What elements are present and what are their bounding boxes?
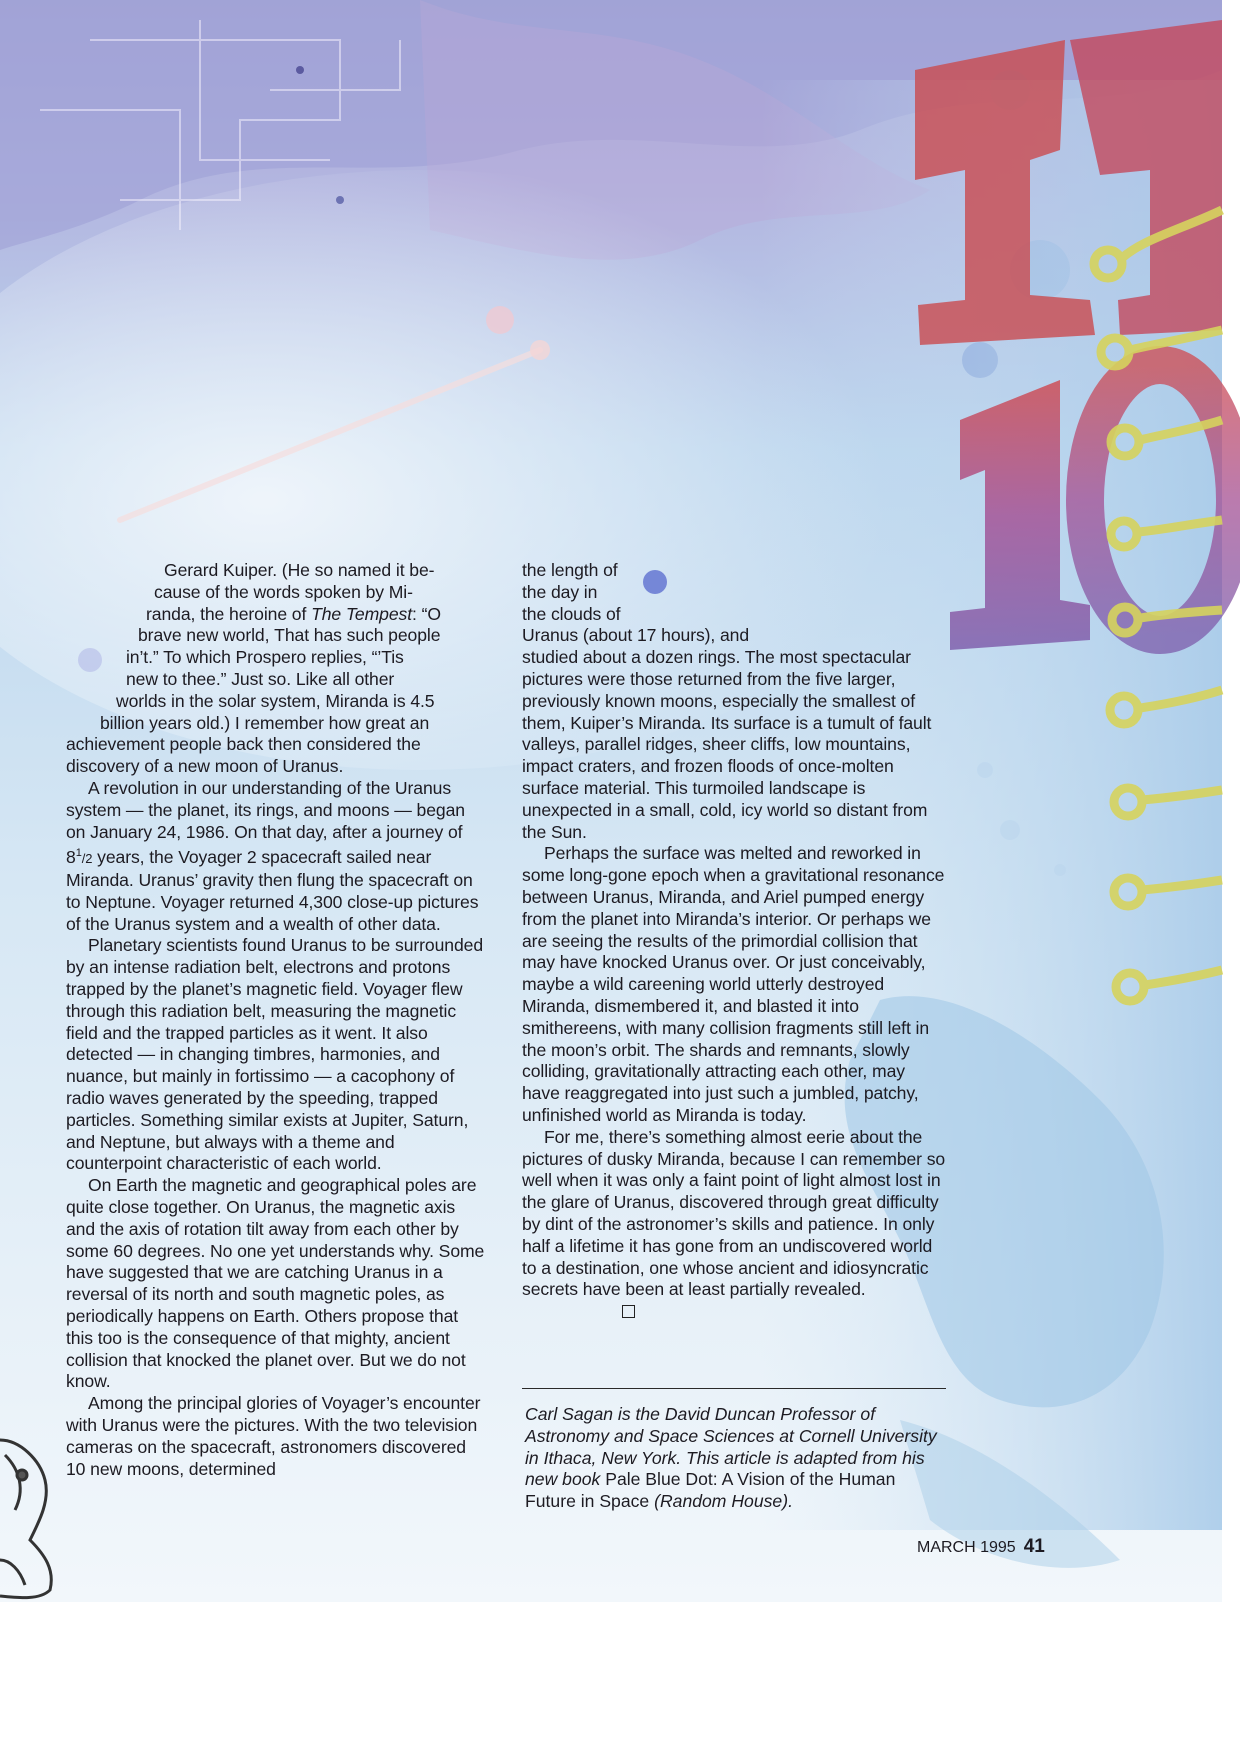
article-left-column bbox=[66, 560, 486, 1480]
end-of-article-mark bbox=[622, 1305, 635, 1318]
text-line: the length of bbox=[522, 560, 618, 580]
author-bio bbox=[525, 1404, 949, 1513]
text-line: billion years old.) I remember how great an bbox=[100, 712, 430, 733]
text-span: years, the Voyager 2 spacecraft sailed near Miranda. Uranus’ gravity then flung the spacecraft on to Neptune. Voyager returned 4,300 close-up pictures of the Uranus system and a wealth of other data. bbox=[66, 847, 479, 934]
paragraph-radiation-belt: Planetary scientists found Uranus to be surrounded by an intense radiation belt, electrons and protons trapped by the planet’s magnetic field. Voyager flew through this radiation belt, measuring the magnetic field and the trapped particles as it went. It also detected — in changing timbres, harmonies, and nuance, but mainly in fortissimo — a cacophony of radio waves generated by the speeding, trapped particles. Something similar exists at Jupiter, Saturn, and Neptune, but always with a theme and counterpoint characteristic of each world. bbox=[66, 935, 484, 1174]
text-line: the day in bbox=[522, 581, 598, 602]
article-right-column bbox=[522, 560, 946, 1323]
fraction-numerator: 1 bbox=[75, 847, 82, 860]
fraction-denominator: /2 bbox=[81, 851, 93, 867]
text-line: new to thee.” Just so. Like all other bbox=[126, 668, 395, 689]
text-line: worlds in the solar system, Miranda is 4.5 bbox=[116, 690, 435, 711]
text-line: discovery of a new moon of Uranus. bbox=[66, 756, 344, 777]
text-span: randa, the heroine of bbox=[146, 603, 312, 624]
text-span: A revolution in our understanding of the Uranus system — the planet, its rings, and moons — began on January 24, 1986. On that day, after a journey of 8 bbox=[66, 777, 465, 868]
paragraph-eerie bbox=[522, 1127, 946, 1323]
paragraph-revolution bbox=[66, 778, 486, 935]
issue-date: MARCH 1995 bbox=[917, 1539, 1016, 1556]
divider-rule bbox=[522, 1388, 946, 1389]
text-line bbox=[66, 604, 486, 626]
text-span: : “O bbox=[412, 603, 441, 624]
paragraph-moons bbox=[522, 560, 946, 843]
text-line: Gerard Kuiper. (He so named it be- bbox=[164, 560, 435, 580]
bio-text: Carl Sagan is the David Duncan Professor of Astronomy and Space Sciences at Cornell University in Ithaca, New York. This article is adapted from his new book bbox=[525, 1404, 937, 1490]
text-span: For me, there’s something almost eerie about the pictures of dusky Miranda, because I can remember so well when it was only a faint point of light almost lost in the glare of Uranus, discovered through great difficulty by dint of the astronomer’s skills and patience. In only half a lifetime it has gone from an undiscovered world to a destination, one whose ancient and idiosyncratic secrets have been at least partially revealed. bbox=[522, 1126, 946, 1300]
paragraph-magnetic-poles: On Earth the magnetic and geographical poles are quite close together. On Uranus, the magnetic axis and the axis of rotation tilt away from each other by some 60 degrees. No one yet understands why. Some have suggested that we are catching Uranus in a reversal of its north and south magnetic poles, as periodically happens on Earth. Others propose that this too is the consequence of that mighty, ancient collision that knocked the planet over. But we do not know. bbox=[66, 1175, 485, 1392]
text-line: in’t.” To which Prospero replies, “’Tis bbox=[126, 647, 404, 668]
page-footer bbox=[917, 1536, 1045, 1558]
page-number: 41 bbox=[1023, 1536, 1045, 1557]
paragraph-pictures: Among the principal glories of Voyager’s encounter with Uranus were the pictures. With the two television cameras on the spacecraft, astronomers discovered 10 new moons, determined bbox=[66, 1393, 481, 1479]
play-title: The Tempest bbox=[311, 603, 412, 624]
text-line: the clouds of bbox=[522, 603, 621, 624]
bio-text: (Random House). bbox=[649, 1491, 793, 1512]
text-line: achievement people back then considered the bbox=[66, 734, 421, 755]
text-line: brave new world, That has such people bbox=[138, 625, 441, 646]
book-title: Pale Blue Dot: A Vision of the Human Future in Space bbox=[525, 1469, 896, 1512]
text-span: studied about a dozen rings. The most spectacular pictures were those returned from the five larger, previously known moons, especially the smallest of them, Kuiper’s Miranda. Its surface is a tumult of fault valleys, parallel ridges, sheer cliffs, low mountains, impact craters, and frozen floods of once-molten surface material. This turmoiled landscape is unexpected in a small, cold, icy world so distant from the Sun. bbox=[522, 647, 932, 842]
text-line: Uranus (about 17 hours), and bbox=[522, 625, 750, 646]
paragraph-surface-melted: Perhaps the surface was melted and reworked in some long-gone epoch when a gravitational resonance between Uranus, Miranda, and Ariel pumped energy from the planet into Miranda’s interior. Or perhaps we are seeing the results of the primordial collision that may have knocked Uranus over. Or just conceivably, maybe a wild careening world utterly destroyed Miranda, dismembered it, and blasted it into smithereens, with many collision fragments still left in the moon’s orbit. The shards and remnants, slowly colliding, gravitationally attracting each other, may have reaggregated into just such a jumbled, patchy, unfinished world as Miranda is today. bbox=[522, 843, 945, 1125]
paragraph-kuiper bbox=[66, 560, 486, 778]
text-line: cause of the words spoken by Mi- bbox=[154, 581, 413, 602]
